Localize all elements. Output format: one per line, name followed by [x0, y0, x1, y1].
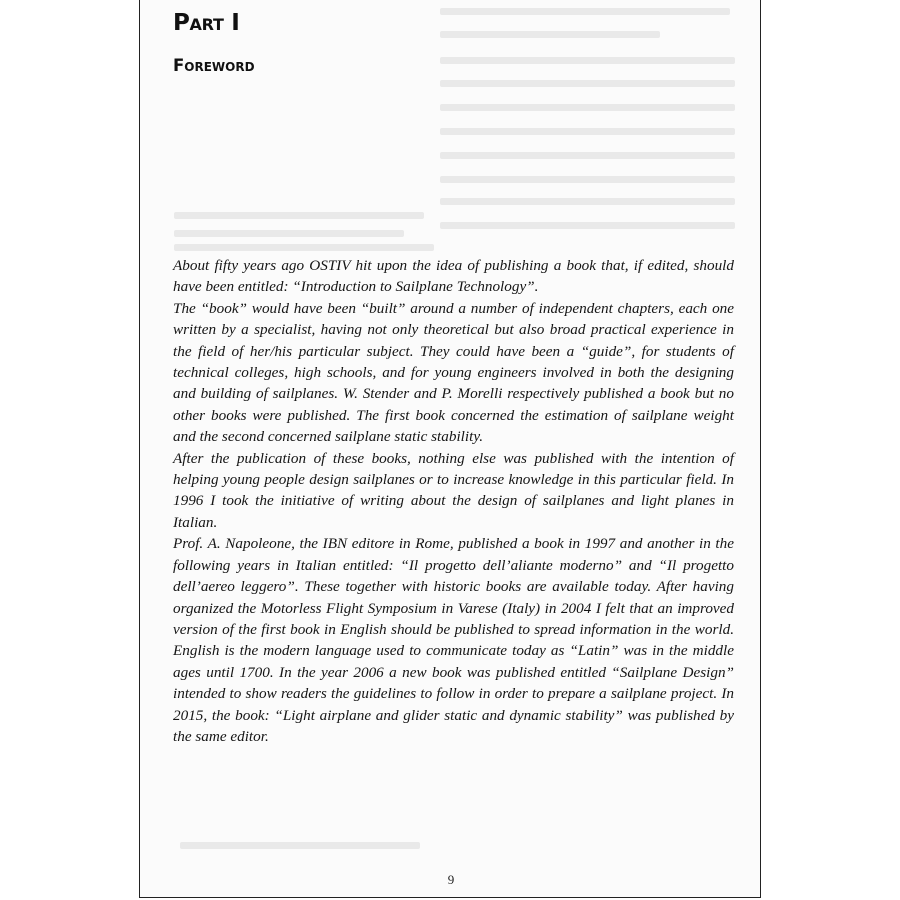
paragraph: Prof. A. Napoleone, the IBN editore in Rome, published a book in 1997 and another in the following years in Italian entitled: “Il progetto dell’aliante moderno” and “Il progetto dell’aereo leggero”. These together with historic books are available today. After having organized the Motorless Flight Symposium in Varese (Italy) in 2004 I felt that an improved version of the first book in English should be published to spread information in the world. English is the modern language used to communicate today as “Latin” was in the middle ages until 1700. In the year 2006 a new book was published entitled “Sailplane Design” intended to show readers the guidelines to follow in order to prepare a sailplane project. In 2015, the book: “Light airplane and glider static and dynamic stability” was published by the same editor. — [173, 535, 734, 745]
page-number: 9 — [447, 872, 455, 887]
book-page — [139, 0, 761, 898]
paragraph: After the publication of these books, nothing else was published with the intention of helping young people design sailplanes or to increase knowledge in this particular field. In 1996 I took the initiative of writing about the design of sailplanes and light planes in Italian. — [173, 449, 734, 531]
paragraph: The “book” would have been “built” around a number of independent chapters, each one written by a specialist, having not only theoretical but also broad practical experience in the field of her/his particular subject. They could have been a “guide”, for students of technical colleges, high schools, and for young engineers involved in both the designing and building of sailplanes. W. Stender and P. Morelli respectively published a book but no other books were published. The first book concerned the estimation of sailplane weight and the second concerned sailplane static stability. — [173, 299, 734, 446]
paragraph: About fifty years ago OSTIV hit upon the idea of publishing a book that, if edited, should have been entitled: “Introduction to Sailplane Technology”. — [173, 257, 734, 296]
section-title: Foreword — [173, 56, 255, 75]
part-title: Part I — [173, 10, 240, 36]
foreword-body — [173, 255, 734, 747]
